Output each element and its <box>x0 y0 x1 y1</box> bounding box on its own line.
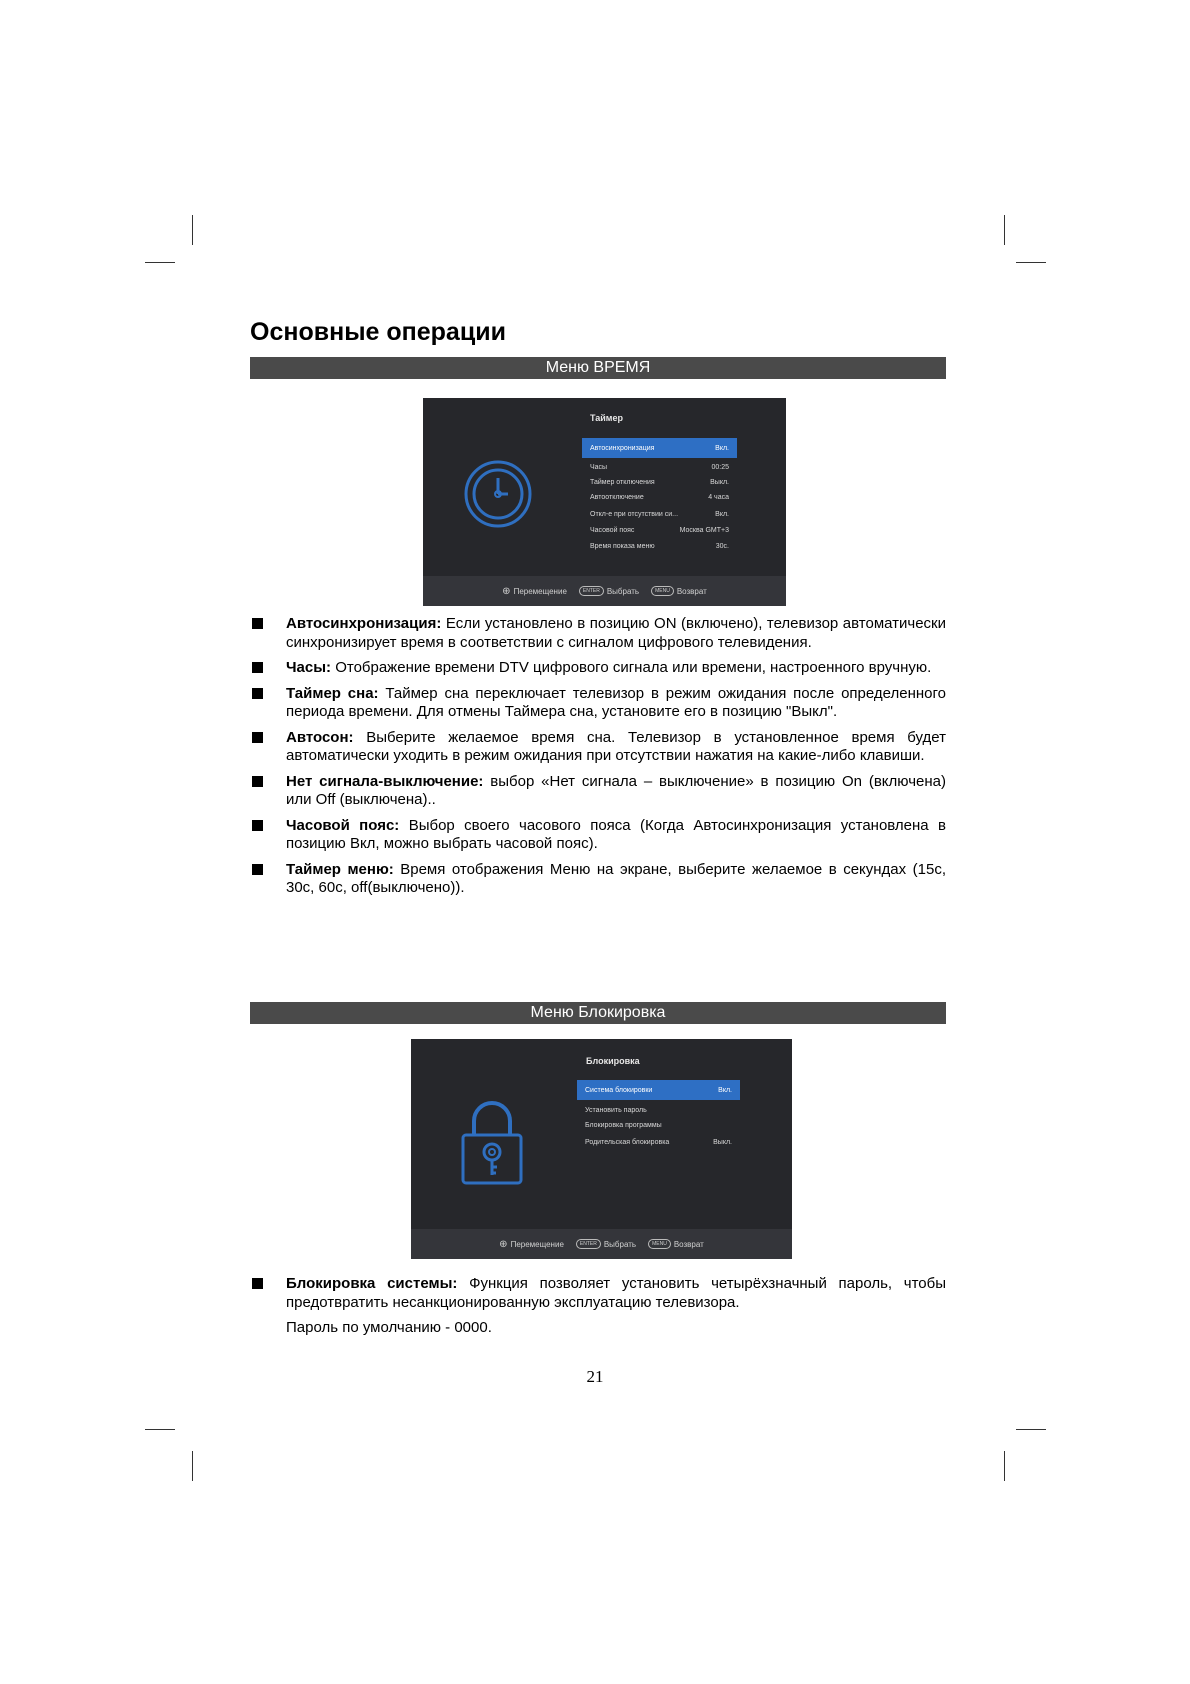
default-password-note: Пароль по умолчанию - 0000. <box>286 1319 492 1336</box>
navigate-icon: ⊕ <box>502 585 511 597</box>
crop-mark <box>145 262 175 263</box>
crop-mark <box>145 1429 175 1430</box>
menu-item-autosync[interactable]: Автосинхронизация Вкл. <box>582 438 737 458</box>
bullet-square-icon <box>252 662 263 673</box>
list-item: Таймер сна: Таймер сна переключает телевизор в режим ожидания после определенного периода времени. Для отмены Таймера сна, установите его в позицию "Выкл". <box>250 685 946 722</box>
screen-footer: ⊕ Перемещение ENTER Выбрать MENU Возврат <box>423 576 786 606</box>
section-bar-time: Меню ВРЕМЯ <box>250 357 946 379</box>
page-number: 21 <box>586 1367 604 1386</box>
menu-item-program-lock[interactable]: Блокировка программы <box>585 1121 662 1129</box>
screen-title: Таймер <box>590 413 623 423</box>
list-item: Блокировка системы: Функция позволяет установить четырёхзначный пароль, чтобы предотвратить несанкционированную эксплуатацию телевизора. <box>250 1275 946 1312</box>
enter-key-icon: ENTER <box>579 586 604 596</box>
list-item: Нет сигнала-выключение: выбор «Нет сигнала – выключение» в позицию On (включена) или Off (выключена).. <box>250 773 946 810</box>
clock-icon <box>462 458 534 530</box>
crop-mark <box>192 215 193 245</box>
screen-title: Блокировка <box>586 1056 640 1066</box>
menu-item-auto-standby[interactable]: Автоотключение 4 часа <box>590 493 729 501</box>
list-item: Автосон: Выберите желаемое время сна. Телевизор в установленное время будет автоматически уходить в режим ожидания при отсутствии нажатия на какие-либо клавиши. <box>250 729 946 766</box>
list-item: Часы: Отображение времени DTV цифрового сигнала или времени, настроенного вручную. <box>250 659 946 678</box>
menu-key-icon: MENU <box>648 1239 671 1249</box>
menu-item-no-signal-off[interactable]: Откл-е при отсутствии си... Вкл. <box>590 510 729 518</box>
padlock-icon <box>459 1099 525 1187</box>
list-item: Таймер меню: Время отображения Меню на экране, выберите желаемое в секундах (15с, 30с, 60с, off(выключено)). <box>250 861 946 898</box>
bullet-square-icon <box>252 688 263 699</box>
bullet-square-icon <box>252 1278 263 1289</box>
bullet-square-icon <box>252 732 263 743</box>
crop-mark <box>192 1451 193 1481</box>
screen-footer: ⊕ Перемещение ENTER Выбрать MENU Возврат <box>411 1229 792 1259</box>
section-bar-lock: Меню Блокировка <box>250 1002 946 1024</box>
crop-mark <box>1004 1451 1005 1481</box>
bullet-square-icon <box>252 776 263 787</box>
lock-bullet-list <box>250 1275 946 1338</box>
time-bullet-list <box>250 615 946 905</box>
crop-mark <box>1016 262 1046 263</box>
menu-item-sleep-timer[interactable]: Таймер отключения Выкл. <box>590 478 729 486</box>
menu-item-time-zone[interactable]: Часовой пояс Москва GMT+3 <box>590 526 729 534</box>
bullet-square-icon <box>252 820 263 831</box>
enter-key-icon: ENTER <box>576 1239 601 1249</box>
menu-item-parental-lock[interactable]: Родительская блокировка Выкл. <box>585 1138 732 1146</box>
crop-mark <box>1004 215 1005 245</box>
menu-item-set-password[interactable]: Установить пароль <box>585 1106 647 1114</box>
navigate-icon: ⊕ <box>499 1238 508 1250</box>
menu-item-menu-timeout[interactable]: Время показа меню 30с. <box>590 542 729 550</box>
bullet-square-icon <box>252 864 263 875</box>
menu-item-clock[interactable]: Часы 00:25 <box>590 463 729 471</box>
page-title: Основные операции <box>250 318 506 346</box>
list-item: Автосинхронизация: Если установлено в позицию ON (включено), телевизор автоматически синхронизирует время в соответствии с сигналом цифрового телевидения. <box>250 615 946 652</box>
lock-menu-screenshot <box>411 1039 792 1259</box>
menu-item-system-lock[interactable]: Система блокировки Вкл. <box>577 1080 740 1100</box>
menu-key-icon: MENU <box>651 586 674 596</box>
list-item: Часовой пояс: Выбор своего часового пояса (Когда Автосинхронизация установлена в позицию Вкл, можно выбрать часовой пояс). <box>250 817 946 854</box>
time-menu-screenshot <box>423 398 786 606</box>
crop-mark <box>1016 1429 1046 1430</box>
bullet-square-icon <box>252 618 263 629</box>
